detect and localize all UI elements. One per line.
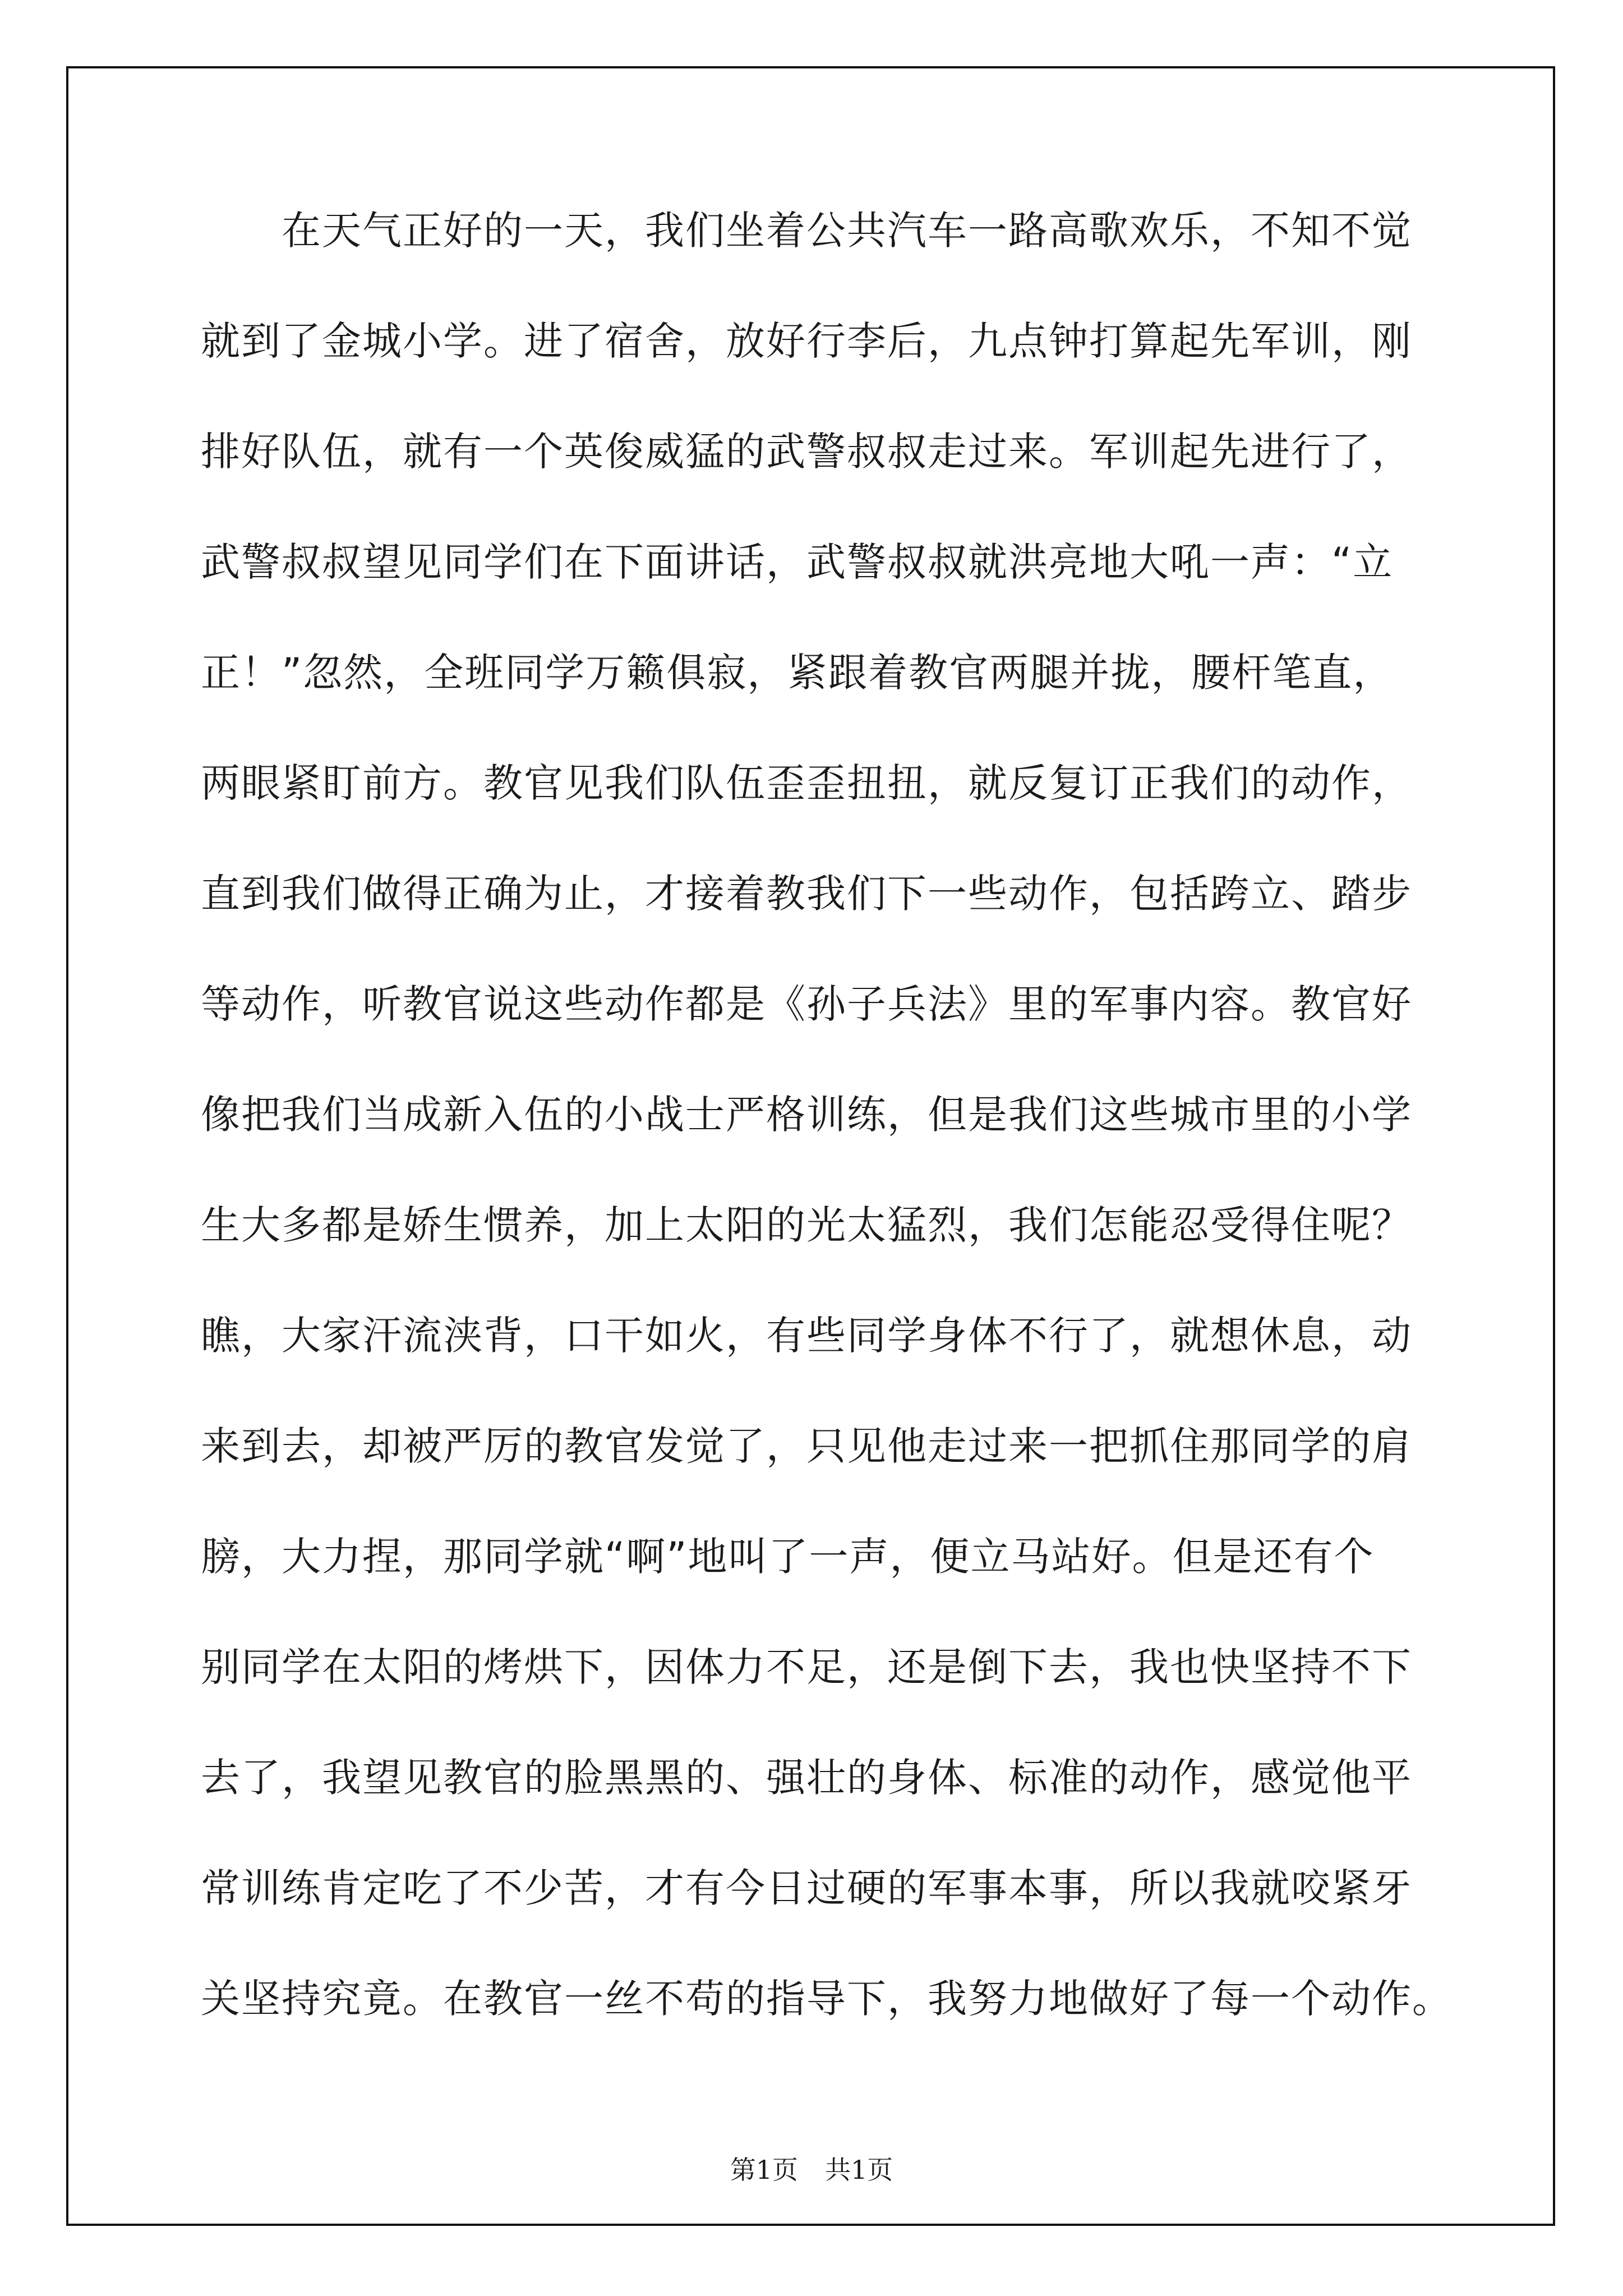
page-footer <box>0 2157 1623 2183</box>
text-line: 就到了金城小学。进了宿舍，放好行李后，九点钟打算起先军训，刚 <box>201 318 1412 364</box>
text-line: 武警叔叔望见同学们在下面讲话，武警叔叔就洪亮地大吼一声：“立 <box>201 539 1394 585</box>
text-line: 常训练肯定吃了不少苦，才有今日过硬的军事本事，所以我就咬紧牙 <box>201 1865 1412 1911</box>
text-line: 像把我们当成新入伍的小战士严格训练，但是我们这些城市里的小学 <box>201 1092 1412 1138</box>
text-line: 关坚持究竟。在教官一丝不苟的指导下，我努力地做好了每一个动作。 <box>201 1976 1453 2022</box>
text-line: 去了，我望见教官的脸黑黑的、强壮的身体、标准的动作，感觉他平 <box>201 1755 1412 1801</box>
text-line: 正！”忽然，全班同学万籁俱寂，紧跟着教官两腿并拢，腰杆笔直， <box>201 650 1394 696</box>
text-line: 等动作，听教官说这些动作都是《孙子兵法》里的军事内容。教官好 <box>201 981 1412 1027</box>
text-line: 瞧，大家汗流浃背，口干如火，有些同学身体不行了，就想休息，动 <box>201 1313 1412 1359</box>
text-line: 在天气正好的一天，我们坐着公共汽车一路高歌欢乐，不知不觉 <box>201 208 1412 254</box>
text-line: 别同学在太阳的烤烘下，因体力不足，还是倒下去，我也快坚持不下 <box>201 1644 1412 1690</box>
text-line: 排好队伍，就有一个英俊威猛的武警叔叔走过来。军训起先进行了， <box>201 429 1412 475</box>
page-total: 共1页 <box>825 2155 893 2185</box>
text-line: 直到我们做得正确为止，才接着教我们下一些动作，包括跨立、踏步 <box>201 871 1412 917</box>
text-line: 来到去，却被严厉的教官发觉了，只见他走过来一把抓住那同学的肩 <box>201 1423 1412 1469</box>
page-number: 第1页 <box>730 2155 798 2185</box>
text-line: 两眼紧盯前方。教官见我们队伍歪歪扭扭，就反复订正我们的动作， <box>201 760 1412 806</box>
text-line: 生大多都是娇生惯养，加上太阳的光太猛烈，我们怎能忍受得住呢？ <box>201 1202 1412 1248</box>
text-line: 膀，大力捏，那同学就“啊”地叫了一声，便立马站好。但是还有个 <box>201 1534 1375 1580</box>
